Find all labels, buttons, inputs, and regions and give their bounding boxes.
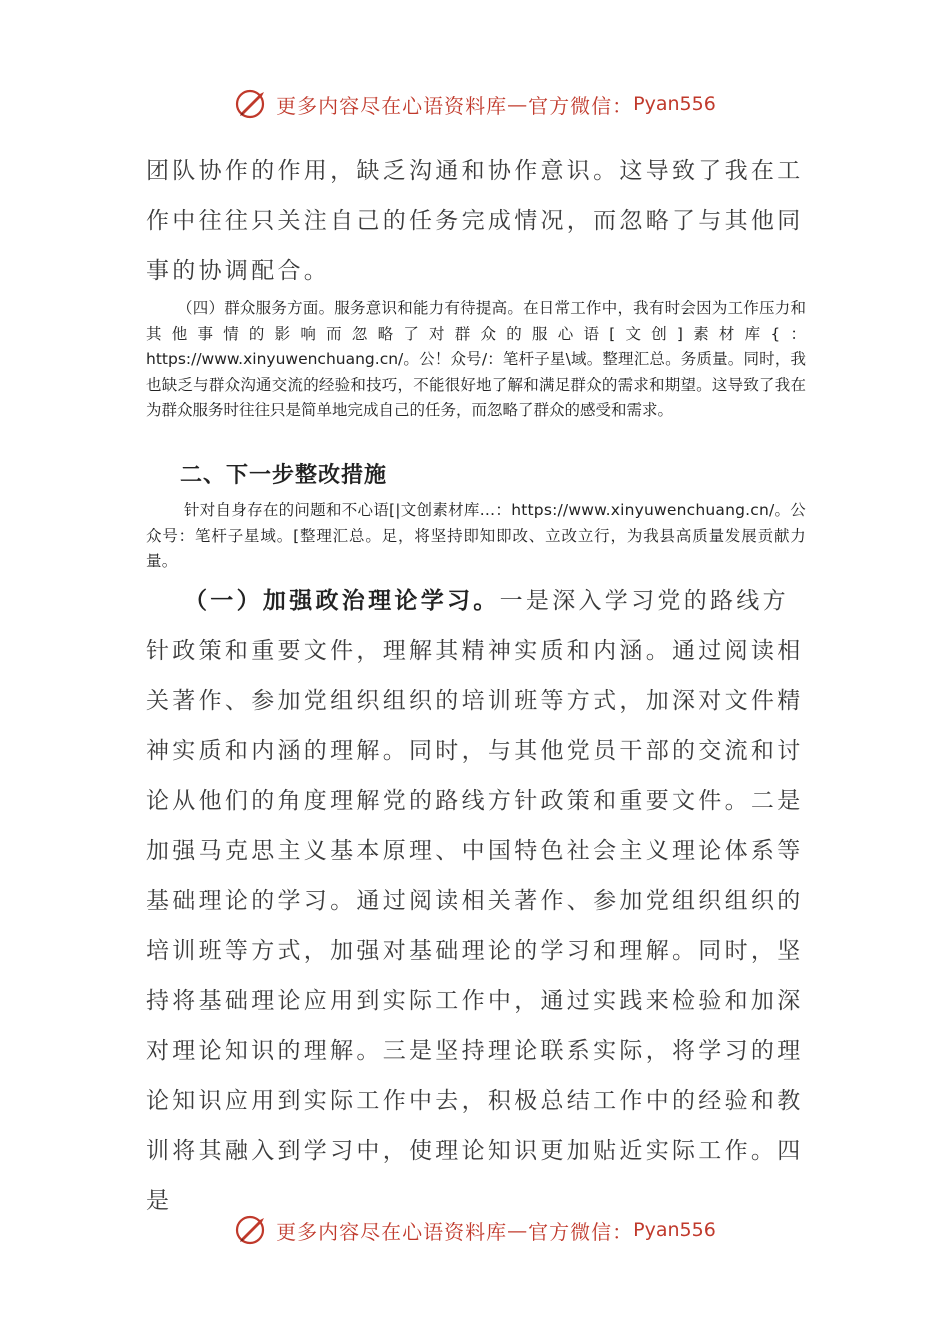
subsection-body: 一是深入学习党的路线方针政策和重要文件，理解其精神实质和内涵。通过阅读相关著作、参加党组织组织的培训班等方式，加深对文件精神实质和内涵的理解。同时，与其他党员干部的交流和讨论从他们的角度理解党的路线方针政策和重要文件。二是加强马克思主义基本原理、中国特色社会主义理论体系等基础理论的学习。通过阅读相关著作、参加党组织组织的培训班等方式，加强对基础理论的学习和理解。同时，坚持将基础理论应用到实际工作中，通过实践来检验和加深对理论知识的理解。三是坚持理论联系实际，将学习的理论知识应用到实际工作中去，积极总结工作中的经验和教训将其融入到学习中，使理论知识更加贴近实际工作。四是 xyxy=(146,588,804,1214)
paragraph-political-study xyxy=(146,576,806,1226)
subsection-lead: （一）加强政治理论学习。 xyxy=(184,588,500,614)
footer-banner xyxy=(0,1210,950,1250)
banner-dash: — xyxy=(507,92,529,116)
banner-title: 更多内容尽在心语资料库 xyxy=(276,93,508,118)
banner-wechat-label: 官方微信： xyxy=(528,1219,634,1244)
banner-wechat-id: Pyan556 xyxy=(633,93,716,115)
banner-title: 更多内容尽在心语资料库 xyxy=(276,1219,508,1244)
header-banner xyxy=(0,84,950,124)
paragraph-rectification-intro: 针对自身存在的问题和不心语[|文创素材库…：https://www.xinyuwenchuang.cn/。公众号：笔杆子星域。[整理汇总。足，将坚持即知即改、立改立行，为我县高质量发展贡献力量。 xyxy=(146,501,806,570)
paragraph-public-service: （四）群众服务方面。服务意识和能力有待提高。在日常工作中，我有时会因为工作压力和其他事情的影响而忽略了对群众的服心语[文创]素材库{：https://www.xinyuwenchuang.cn/。公！众号/：笔杆子星\域。整理汇总。务质量。同时，我也缺乏与群众沟通交流的经验和技巧，不能很好地了解和满足群众的需求和期望。这导致了我在为群众服务时往往只是简单地完成自己的任务，而忽略了群众的感受和需求。 xyxy=(146,299,806,419)
pen-logo-icon xyxy=(234,1212,270,1248)
pen-logo-icon xyxy=(234,86,270,122)
banner-dash: — xyxy=(507,1218,529,1242)
banner-wechat-label: 官方微信： xyxy=(528,93,634,118)
banner-wechat-id: Pyan556 xyxy=(633,1219,716,1241)
section-heading: 二、下一步整改措施 xyxy=(180,463,388,488)
paragraph-teamwork: 团队协作的作用，缺乏沟通和协作意识。这导致了我在工作中往往只关注自己的任务完成情况，而忽略了与其他同事的协调配合。 xyxy=(146,158,804,284)
